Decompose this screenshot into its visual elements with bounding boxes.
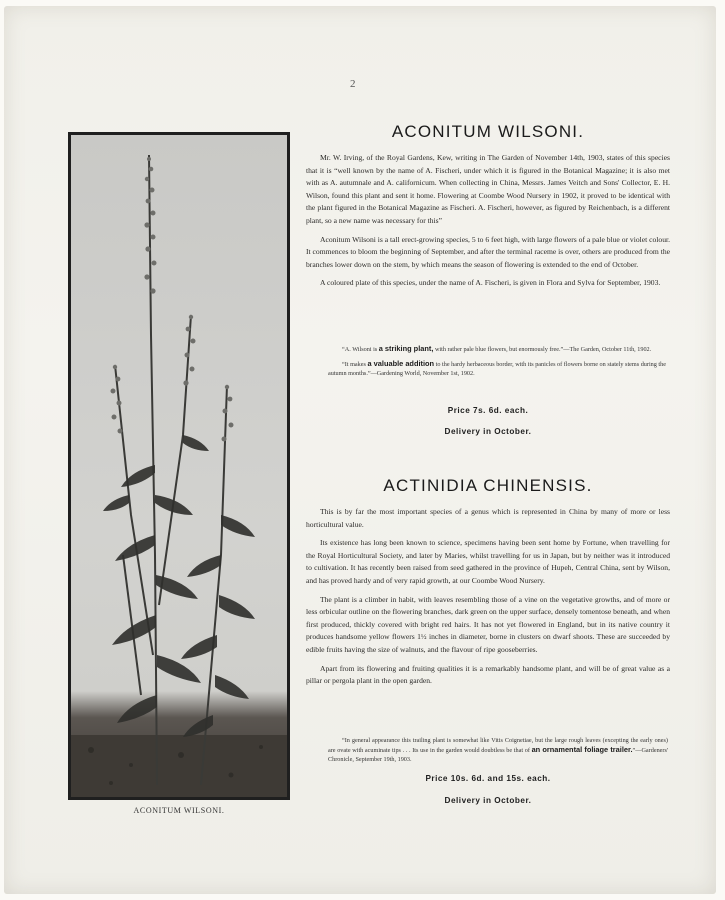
aconitum-quotes bbox=[328, 344, 666, 378]
aconitum-delivery: Delivery in October. bbox=[444, 427, 532, 436]
actinidia-body bbox=[306, 506, 670, 688]
aconitum-photo bbox=[71, 135, 287, 797]
quote-highlight: a striking plant, bbox=[378, 344, 434, 353]
quote-highlight: an ornamental foliage trailer. bbox=[531, 745, 633, 754]
aconitum-title: ACONITUM WILSONI. bbox=[391, 122, 585, 141]
aconitum-paragraph: Aconitum Wilsoni is a tall erect-growing species, 5 to 6 feet high, with large flowers of a pale blue or violet colour. It commences to bloom the beginning of September, and after the terminal raceme is over, others are produced from the branches lower down on the stem, by which means the season of flowering is extended to the end of October. bbox=[306, 234, 670, 269]
actinidia-price: Price 10s. 6d. and 15s. each. bbox=[425, 774, 551, 783]
quote-highlight: a valuable addition bbox=[367, 359, 435, 368]
aconitum-price: Price 7s. 6d. each. bbox=[447, 406, 529, 415]
actinidia-paragraph: Apart from its flowering and fruiting qualities it is a remarkably handsome plant, and will be of great value as a pillar or pergola plant in the open garden. bbox=[306, 663, 670, 686]
actinidia-paragraph: This is by far the most important species of a genus which is represented in China by many of more or less horticultural value. bbox=[306, 507, 670, 529]
actinidia-quotes bbox=[328, 736, 668, 764]
plant-photograph bbox=[68, 132, 290, 800]
actinidia-paragraph: Its existence has long been known to science, specimens having been sent home by Fortune, when travelling for the Royal Horticultural Society, and later by Maries, whilst travelling for us in Japan, but by neither was it introduced to cultivation. It has recently been raised from seed gathered in the province of Hupeh, Central China, sent by Wilson, and has proved hardy and of very rapid growth, at our Coombe Wood Nursery. bbox=[306, 538, 670, 585]
press-quote: “It makes a valuable addition to the hardy herbaceous border, with its panicles of flowers borne on stately stems during the autumn months.”—Gardening World, November 1st, 1902. bbox=[328, 359, 666, 377]
aconitum-plant-illustration bbox=[71, 135, 287, 797]
aconitum-paragraph: A coloured plate of this species, under the name of A. Fischeri, is given in Flora and Sylva for September, 1903. bbox=[320, 278, 661, 288]
press-quote: “A. Wilsoni is a striking plant, with rather pale blue flowers, but enormously free.”—The Garden, October 11th, 1902. bbox=[342, 344, 652, 353]
photo-caption: ACONITUM WILSONI. bbox=[133, 806, 225, 815]
actinidia-paragraph: The plant is a climber in habit, with leaves resembling those of a vine on the vegetative growths, and of more or less orbicular outline on the flowering branches, dark green on the upper surface, densely tomentose beneath, and when first produced, thickly covered with bright red hairs. It has not yet flowered in England, but in its native country it produces handsome yellow flowers 1½ inches in diameter, borne in clusters on dwarf shoots. These are succeeded by edible fruits having the size of walnuts, and the flavour of ripe gooseberries. bbox=[306, 594, 670, 654]
press-quote: “In general appearance this trailing plant is somewhat like Vitis Coignetiae, but the large rough leaves (excepting the early ones) are ovate with acuminate tips . . . Its use in the garden would doubtless be that of an ornamental foliage trailer.”—Gardeners' Chronicle, September 19th, 1903. bbox=[328, 737, 669, 763]
aconitum-body bbox=[306, 152, 670, 290]
aconitum-paragraph: Mr. W. Irving, of the Royal Gardens, Kew, writing in The Garden of November 14th, 1903, states of this species that it is “well known by the name of A. Fischeri, under which it is figured in the Botanical Magazine; it is also met with as A. autumnale and A. californicum. When collecting in China, Messrs. James Veitch and Sons' Collector, E. H. Wilson, found this plant and sent it home. Flowering at Coombe Wood Nursery in 1902, it proved to be identical with the plant figured in the Botanical Magazine as Fischeri. A. Fischeri, however, as figured by Reichenbach, is a different plant, so a new name was necessary for this” bbox=[306, 153, 670, 225]
page-number: 2 bbox=[350, 78, 356, 90]
actinidia-title: ACTINIDIA CHINENSIS. bbox=[383, 476, 593, 495]
actinidia-delivery: Delivery in October. bbox=[444, 796, 532, 805]
